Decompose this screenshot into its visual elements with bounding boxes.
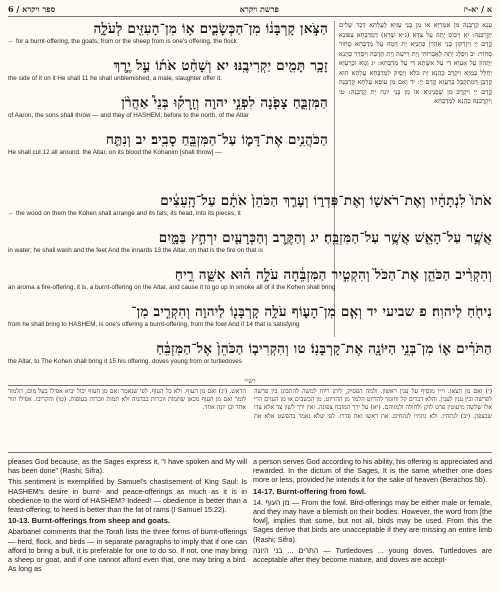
verse-line [8, 95, 328, 127]
commentary-right-column [253, 457, 492, 575]
rashi-label: רש״י [244, 378, 256, 385]
english-interlinear: from he shall bring to HASHEM, is one's offering a burnt-offering, from the fowl And if 14 that is satisfying [8, 321, 300, 328]
hebrew-line: נִיחֹ֖חַ לַיהוֽה׃ פ שביעי יד וְאִ֧ם מִן־הָע֛וֹף עֹלָ֥ה קָרְבָּנ֖וֹ לַיהו֑ה וְהִקְרִ֣יב מִן־ [131, 304, 492, 320]
onkelos-translation: עָנָא קֻרְבָּנֵהּ מִן אִמְּרַיָּא אוֹ מִן בְּנֵי עִזַּיָּא לַעֲלָתָא דְּכַר שְׁלִים יְקָרְבִנֵּהּ: יא וְיִכּוֹס יָתֵהּ עַל צִדָּא (נ״א שְׁדָא) דְמַדְבְּחָא צִפּוּנָא קֳדָם יְיָ וְיִזְרְקוּן בְּנֵי אַהֲרֹן כָּהֲנַיָּא יָת דְּמֵהּ עַל מַדְבְּחָא סְחוֹר סְחוֹר: יב וִיפַלַּג יָתֵהּ לְאֵבָרוֹהִי וְיָת רֵישֵׁהּ וְיָת תַּרְבֵּהּ וִיסַדַּר כָּהֲנָא יָתְהוֹן עַל אָעַיָּא דִּי עַל אִשָּׁתָא דִּי עַל מַדְבְּחָא: יג וְגַוָּא וּכְרָעַיָּא יְחַלֵּל בְּמַיָּא וִיקָרֵב כָּהֲנָא יָת כֹּלָּא וְיַסֵּיק לְמַדְבְּחָא עֲלָתָא הוּא קֻרְבַּן דְּמִתְקַבַּל בְּרַעֲוָא קֳדָם יְיָ: יד וְאִם מִן עוֹפָא עֲלָתָא קֻרְבָּנֵהּ קֳדָם יְיָ וִיקָרֵב מִן שַׁפְנִינַיָּא אוֹ מִן בְּנֵי יוֹנָה יָת קֻרְבָּנֵהּ: טו וִיקָרְבִנֵּהּ כָּהֲנָא לְמַדְבְּחָא [334, 21, 492, 337]
commentary-paragraph: התרים ... בני היונה — Turtledoves ... young doves. Turtledoves are acceptable after they become mature, and doves are accept- [253, 545, 493, 565]
english-interlinear: in water; he shall wash and the feet And the innards 13 the Altar. on that is the fire on that is [8, 247, 263, 254]
hebrew-line: אֹתוֹ֙ לִנְתָחָ֔יו וְאֶת־רֹאשׁ֖וֹ וְאֶת־פִּדְר֑וֹ וְעָרַ֤ךְ הַכֹּהֵן֙ אֹתָ֔ם עַל־הָֽעֵצִ֔ים [160, 193, 492, 209]
commentary-heading: 10-13. Burnt-offerings from sheep and goats. [8, 516, 171, 526]
hebrew-line: הַמִּזְבֵּ֛חַ צָפֹ֖נָה לִפְנֵ֣י יהו֑ה וְזָֽרְק֡וּ בְּנֵי֩ אַהֲרֹ֨ן [121, 95, 328, 111]
hebrew-line: הַכֹּהֲנִ֥ים אֶת־דָּמ֛וֹ עַל־הַמִּזְבֵּ֖חַ סָבִֽיב׃ יב וְנִתַּ֤ח [105, 132, 328, 148]
english-interlinear: ← for a burnt-offering, the goats, from or the sheep from is one's offering, the flock [8, 38, 237, 45]
verse-line [8, 58, 328, 90]
commentary-paragraph: Abarbanel comments that the Torah lists the three forms of burnt-offerings — herd, flock, and birds — in separate paragraphs to imply that if one can afford to bring a bull, it is preferable for one to do so. If not, one may bring a sheep or goat, and if one cannot afford even that, one may bring a bird. As long as [8, 527, 247, 574]
chapter-ref: א / יא-יז [463, 4, 492, 14]
hebrew-line: זָכָ֥ר תָּמִ֖ים יַקְרִיבֶֽנּוּ׃ יא וְשָׁחַ֨ט אֹת֜וֹ עַ֣ל יֶ֧רֶךְ [113, 58, 328, 74]
english-interlinear: the side of it on it He shall 11 he shall unblemished, a male, slaughter offer it. [8, 75, 222, 82]
hebrew-line: וְהִקְרִ֨יב הַכֹּהֵ֤ן אֶת־הַכֹּל֙ וְהִקְטִ֣יר הַמִּזְבֵּ֔חָה עֹלָ֣ה ה֗וּא אִשֵּׁ֛ה רֵ֥יחַ [174, 267, 492, 283]
commentary-paragraph: 14. מן העוף — From the fowl. Bird-offerings may be either male or female, and they may have a blemish on their bodies. However, the word from [the fowl], implies that some, but not all, birds may be used. From this the Sages derive that birds are unacceptable if they are missing an entire limb (Rashi; Sifra). [253, 497, 492, 544]
commentary-paragraph: This sentiment is exemplified by Samuel's chastisement of King Saul: Is HASHEM's desire in burnt- and peace-offerings as much as it is in obedience to the word of HASHEM? Indeed! — obedience is better than a feast-offering; to heed is better than the fat of rams (I Samuel 15:22). [8, 477, 247, 515]
page-header [8, 3, 492, 17]
hebrew-line: אֲשֶׁ֥ר עַל־הָאֵ֖שׁ אֲשֶׁ֥ר עַל־הַמִּזְבֵּֽחַ׃ יג וְהַקֶּ֥רֶב וְהַכְּרָעַ֖יִם יִרְחַ֣ץ בַּמָּ֑יִם [158, 230, 492, 246]
commentary-left-column [8, 457, 247, 575]
verse-line [8, 21, 328, 53]
page-label: 6 / ספר ויקרא [8, 4, 56, 14]
commentary-heading: 14-17. Burnt-offering from fowl. [253, 486, 367, 496]
commentary-paragraph: a person serves God according to his ability, his offering is appreciated and rewarded. In the dictum of the Sages, It is the same whether one does more or less, provided he intends it for the sake of heaven (Berachos 5b). [253, 457, 492, 485]
verse-line [8, 132, 328, 164]
rashi-commentary: (י) וְאִם מִן הַצֹּאן. וי״ו מוסיף על ענין ראשון. ולמה הפסיק, ליתן ריוח למשה להתבונן בין פרשה לפרשה ובין ענין לענין. והלא דברים קל וחומר להדיוט הלמד מן ההדיוט. מן הכשבים או מן העזים הרי אלו שלשה מיעוטין פרט לזקן ולחולה ולמזוהם. (יא) על ירך המזבח צפונה. ואין ירך לשון צד אלא צדו שבצפון. (יב) לנתחיו. ולא נתחיו לנתחים. את ראשו ואת פדרו. לפי שלא נאמר בהפשט אלא את הראש. (יג) ואם מן העוף. ולא כל העוף. לפי שנאמר ואם מן העוף יכול יביא אפילו בעל מום, תלמוד לומר ואם מן העוף מכאן שתמות וזכרות בבהמה ולא תמות וזכרות בעופות. (טו) והקריבו. אפילו תור אחד ובן יונה אחד. [8, 385, 492, 453]
english-commentary [8, 457, 492, 575]
english-interlinear: an aroma a fire-offering, it is, a burnt-offering on the Altar, and cause it to go up in smoke all of it the Kohen shall bring [8, 284, 336, 291]
hebrew-line: הַצֹּ֣אן קָרְבָּנ֔וֹ מִן־הַכְּשָׂבִ֛ים א֥וֹ מִן־הָעִזִּ֖ים לְעֹלָ֑ה [93, 21, 328, 37]
english-interlinear: ← the wood on them the Kohen shall arrange and its fats; its head, into its pieces, it [8, 210, 241, 217]
hebrew-line: הַתֹּרִ֗ים א֛וֹ מִן־בְּנֵ֥י הַיּוֹנָ֖ה אֶת־קָרְבָּנֽוֹ׃ טו וְהִקְרִיב֤וֹ הַכֹּהֵן֙ אֶל־הַמִּזְבֵּ֔חַ [156, 341, 492, 357]
english-interlinear: the Altar, to The Kohen shall bring it 15 his offering. doves young from or turtledoves [8, 358, 242, 365]
english-interlinear: of Aaron, the sons shall throw — and they of HASHEM; before to the north, of the Altar [8, 112, 249, 119]
commentary-paragraph: pleases God because, as the Sages express it, "I have spoken and My will has been done" (Rashi; Sifra). [8, 457, 247, 476]
english-interlinear: He shall cut 12 all around. the Altar, on its blood the Kohanim [shall throw] — [8, 149, 222, 156]
parsha-title: פרשת ויקרא [239, 4, 279, 14]
